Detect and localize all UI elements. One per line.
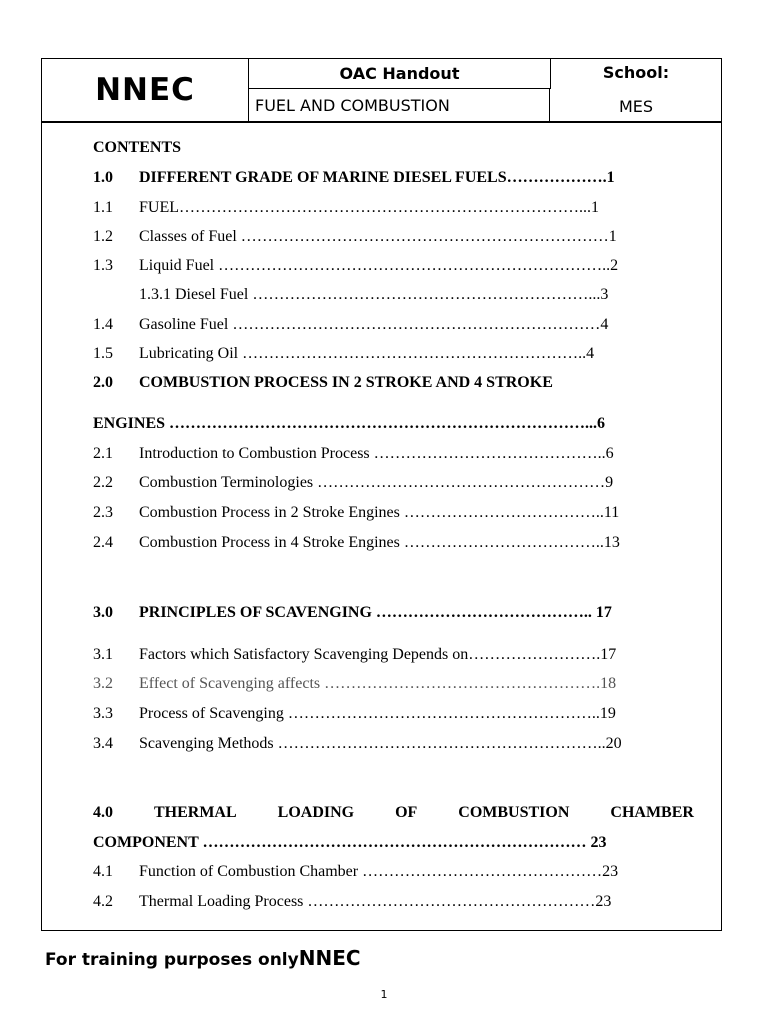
- toc-text: Combustion Terminologies ………………………………………………9: [139, 474, 614, 491]
- toc-text: ENGINES ……………………………………………………………………...6: [93, 415, 606, 432]
- contents-title: CONTENTS: [93, 139, 182, 156]
- toc-number: 4.0: [93, 804, 113, 821]
- toc-number: 3.3: [93, 705, 113, 722]
- toc-number: 2.4: [93, 534, 113, 551]
- toc-text: COMPONENT ……………………………………………………………… 23: [93, 834, 607, 851]
- toc-number: 1.2: [93, 228, 113, 245]
- toc-text: Introduction to Combustion Process ……………………………………..6: [139, 445, 614, 462]
- toc-text: Combustion Process in 2 Stroke Engines ………………………………..11: [139, 504, 620, 521]
- toc-number: 3.4: [93, 735, 113, 752]
- page-number: 1: [380, 988, 388, 1001]
- toc-word: LOADING: [277, 804, 355, 821]
- toc-word: OF: [395, 804, 418, 821]
- brand-logo-text: NNEC: [42, 59, 249, 121]
- toc-word: CHAMBER: [610, 804, 694, 821]
- toc-text: Lubricating Oil ………………………………………………………..4: [139, 345, 595, 362]
- toc-text: Liquid Fuel ………………………………………………………………..2: [139, 257, 619, 274]
- toc-word: THERMAL: [153, 804, 237, 821]
- toc-number: 4.1: [93, 863, 113, 880]
- toc-text: 1.3.1 Diesel Fuel ………………………………………………………...3: [139, 286, 609, 303]
- toc-word: COMBUSTION: [458, 804, 570, 821]
- toc-number: 3.2: [93, 675, 113, 692]
- document-header: [42, 59, 721, 123]
- toc-number: 2.1: [93, 445, 113, 462]
- toc-text: Scavenging Methods ……………………………………………………..20: [139, 735, 622, 752]
- toc-text: FUEL…………………………………………………………………...1: [139, 199, 599, 216]
- document-frame: [41, 58, 722, 931]
- toc-text: Thermal Loading Process ………………………………………………23: [139, 893, 612, 910]
- school-label: School:: [602, 63, 670, 82]
- toc-text: PRINCIPLES OF SCAVENGING ………………………………….. 17: [139, 604, 612, 621]
- school-name: MES: [618, 97, 654, 116]
- toc-number: 3.0: [93, 604, 113, 621]
- toc-text: COMBUSTION PROCESS IN 2 STROKE AND 4 STROKE: [139, 374, 553, 391]
- toc-entry: [93, 168, 113, 188]
- toc-number: 1.0: [93, 169, 113, 186]
- subject-title: FUEL AND COMBUSTION: [249, 89, 550, 121]
- toc-text: Function of Combustion Chamber ………………………………………23: [139, 863, 619, 880]
- toc-number: 1.3: [93, 257, 113, 274]
- toc-entry-justified: [93, 803, 694, 823]
- toc-text: Factors which Satisfactory Scavenging Depends on…………………….17: [139, 646, 617, 663]
- toc-text: Combustion Process in 4 Stroke Engines ………………………………..13: [139, 534, 620, 551]
- toc-number: 1.4: [93, 316, 113, 333]
- handout-type: OAC Handout: [249, 59, 551, 89]
- toc-number: 4.2: [93, 893, 113, 910]
- toc-number: 2.2: [93, 474, 113, 491]
- toc-text: Process of Scavenging …………………………………………………..19: [139, 705, 616, 722]
- toc-text: Classes of Fuel ……………………………………………………………1: [139, 228, 617, 245]
- toc-text: Gasoline Fuel ……………………………………………………………4: [139, 316, 609, 333]
- toc-number: 1.1: [93, 199, 113, 216]
- footer-note: [45, 946, 361, 970]
- toc-text: DIFFERENT GRADE OF MARINE DIESEL FUELS……………….1: [139, 169, 615, 186]
- toc-number: 2.3: [93, 504, 113, 521]
- toc-text: Effect of Scavenging affects …………………………………………….18: [139, 675, 617, 692]
- toc-number: 3.1: [93, 646, 113, 663]
- toc-number: 1.5: [93, 345, 113, 362]
- footer-brand: NNEC: [298, 946, 361, 970]
- toc-number: 2.0: [93, 374, 113, 391]
- footer-note-text: For training purposes only: [45, 950, 299, 970]
